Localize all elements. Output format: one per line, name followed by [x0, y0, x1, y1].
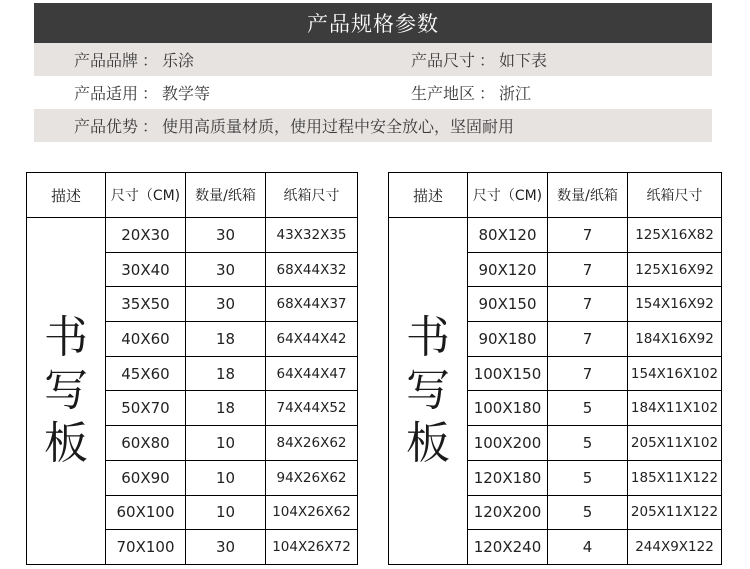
cell-qty: 7: [548, 252, 628, 287]
header-desc: 描述: [27, 173, 106, 218]
cell-box: 84X26X62: [266, 426, 358, 461]
cell-size: 80X120: [468, 218, 548, 253]
spec-separator: ：: [142, 84, 159, 103]
cell-box: 74X44X52: [266, 391, 358, 426]
spec-advantage-value: 使用高质量材质，使用过程中安全放心，坚固耐用: [162, 117, 515, 136]
cell-box: 104X26X62: [266, 495, 358, 530]
table-row: [389, 218, 722, 253]
product-name-cell: [27, 218, 106, 565]
spec-separator: ：: [142, 117, 159, 136]
spec-usage-value: 教学等: [162, 84, 211, 103]
cell-box: 125X16X92: [628, 252, 722, 287]
cell-qty: 4: [548, 530, 628, 565]
cell-qty: 5: [548, 460, 628, 495]
cell-size: 120X180: [468, 460, 548, 495]
cell-qty: 5: [548, 426, 628, 461]
spec-row-advantage: [34, 109, 712, 142]
cell-qty: 30: [186, 287, 266, 322]
cell-size: 100X180: [468, 391, 548, 426]
page-title-bar: [34, 3, 712, 43]
header-size: 尺寸（CM): [106, 173, 186, 218]
cell-size: 60X100: [106, 495, 186, 530]
cell-qty: 10: [186, 495, 266, 530]
product-name-char: 写: [406, 365, 450, 417]
product-name-char: 写: [44, 365, 88, 417]
cell-size: 60X80: [106, 426, 186, 461]
cell-qty: 5: [548, 495, 628, 530]
spec-usage-label: 产品适用: [74, 84, 139, 103]
spec-advantage-label: 产品优势: [74, 117, 139, 136]
cell-box: 184X11X102: [628, 391, 722, 426]
cell-box: 125X16X82: [628, 218, 722, 253]
table-row: [27, 218, 358, 253]
spec-advantage: [74, 114, 514, 137]
spec-brand-value: 乐涂: [162, 51, 195, 70]
spec-row-usage-origin: [34, 76, 712, 109]
cell-qty: 7: [548, 322, 628, 357]
cell-size: 30X40: [106, 252, 186, 287]
spec-size-value: 如下表: [499, 51, 548, 70]
cell-box: 64X44X47: [266, 356, 358, 391]
cell-size: 90X180: [468, 322, 548, 357]
cell-size: 45X60: [106, 356, 186, 391]
cell-size: 35X50: [106, 287, 186, 322]
header-box: 纸箱尺寸: [266, 173, 358, 218]
spec-size: [411, 48, 547, 71]
spec-origin-value: 浙江: [499, 84, 532, 103]
cell-size: 120X240: [468, 530, 548, 565]
spec-origin-label: 生产地区: [411, 84, 476, 103]
cell-box: 68X44X32: [266, 252, 358, 287]
cell-qty: 7: [548, 356, 628, 391]
cell-box: 104X26X72: [266, 530, 358, 565]
cell-box: 43X32X35: [266, 218, 358, 253]
header-box: 纸箱尺寸: [628, 173, 722, 218]
cell-box: 244X9X122: [628, 530, 722, 565]
cell-qty: 10: [186, 460, 266, 495]
page-title: 产品规格参数: [307, 12, 439, 36]
spec-separator: ：: [479, 51, 496, 70]
product-name-cell: [389, 218, 468, 565]
cell-box: 185X11X122: [628, 460, 722, 495]
cell-size: 50X70: [106, 391, 186, 426]
spec-table-left: [26, 172, 358, 565]
cell-box: 154X16X92: [628, 287, 722, 322]
cell-box: 64X44X42: [266, 322, 358, 357]
cell-box: 154X16X102: [628, 356, 722, 391]
cell-qty: 5: [548, 391, 628, 426]
product-name-char: 板: [406, 418, 450, 470]
cell-box: 205X11X122: [628, 495, 722, 530]
cell-size: 100X150: [468, 356, 548, 391]
cell-size: 60X90: [106, 460, 186, 495]
cell-qty: 7: [548, 218, 628, 253]
spec-row-brand-size: [34, 43, 712, 76]
spec-brand-label: 产品品牌: [74, 51, 139, 70]
cell-box: 184X16X92: [628, 322, 722, 357]
header-size: 尺寸（CM): [468, 173, 548, 218]
spec-brand: [74, 48, 194, 71]
table-header-row: [389, 173, 722, 218]
cell-qty: 18: [186, 322, 266, 357]
cell-size: 90X120: [468, 252, 548, 287]
cell-qty: 7: [548, 287, 628, 322]
product-name-char: 板: [44, 418, 88, 470]
spec-separator: ：: [479, 84, 496, 103]
cell-box: 205X11X102: [628, 426, 722, 461]
cell-size: 100X200: [468, 426, 548, 461]
cell-box: 68X44X37: [266, 287, 358, 322]
cell-qty: 18: [186, 391, 266, 426]
cell-size: 90X150: [468, 287, 548, 322]
spec-table-right: [388, 172, 722, 565]
header-qty: 数量/纸箱: [548, 173, 628, 218]
spec-origin: [411, 81, 531, 104]
product-name-char: 书: [44, 312, 88, 364]
spec-usage: [74, 81, 210, 104]
cell-box: 94X26X62: [266, 460, 358, 495]
cell-size: 70X100: [106, 530, 186, 565]
cell-qty: 30: [186, 252, 266, 287]
cell-qty: 18: [186, 356, 266, 391]
table-header-row: [27, 173, 358, 218]
cell-size: 40X60: [106, 322, 186, 357]
cell-qty: 30: [186, 218, 266, 253]
cell-qty: 30: [186, 530, 266, 565]
spec-separator: ：: [142, 51, 159, 70]
cell-size: 20X30: [106, 218, 186, 253]
cell-qty: 10: [186, 426, 266, 461]
spec-size-label: 产品尺寸: [411, 51, 476, 70]
cell-size: 120X200: [468, 495, 548, 530]
header-desc: 描述: [389, 173, 468, 218]
header-qty: 数量/纸箱: [186, 173, 266, 218]
product-name-char: 书: [406, 312, 450, 364]
